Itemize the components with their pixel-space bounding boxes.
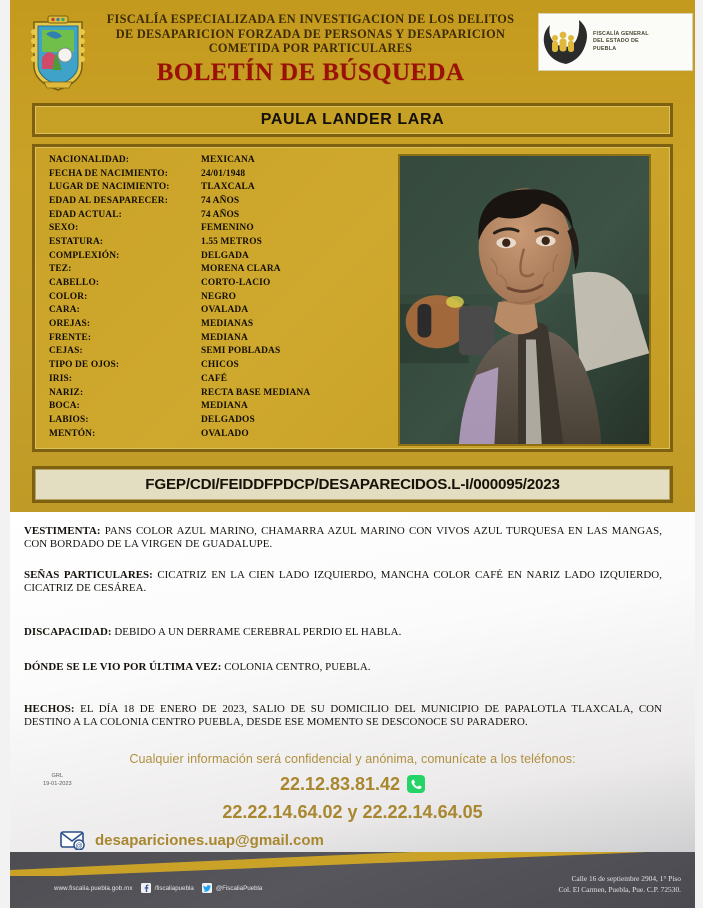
spec-row: [49, 358, 351, 372]
header-title-block: [98, 12, 523, 87]
spec-value: OVALADA: [201, 305, 249, 316]
phone-primary[interactable]: 22.12.83.81.42: [279, 774, 401, 794]
spec-row: [49, 208, 351, 222]
section-heading: VESTIMENTA:: [24, 525, 101, 537]
spec-row: [49, 249, 351, 263]
spec-label: TEZ:: [49, 264, 72, 275]
physical-description-table: [49, 153, 351, 440]
address-line-2: Col. El Carmen, Puebla, Pue. C.P. 72530.: [558, 884, 681, 894]
footer-address: [558, 874, 681, 895]
person-photo: [398, 154, 651, 446]
email-address[interactable]: desapariciones.uap@gmail.com: [95, 831, 324, 849]
twitter-handle[interactable]: @FiscaliaPuebla: [215, 884, 263, 892]
person-name-banner: [32, 103, 673, 137]
spec-label: IRIS:: [49, 373, 73, 384]
section-text: EL DÍA 18 DE ENERO DE 2023, SALIO DE SU DOMICILIO DEL MUNICIPIO DE PAPALOTLA TLAXCALA, CON DESTINO A LA COLONIA CENTRO PUEBLA, DESDE ESE MOMENTO SE DESCONOCE SU PARADERO.: [24, 703, 662, 729]
svg-text:@: @: [75, 843, 83, 850]
website-url[interactable]: www.fiscalia.puebla.gob.mx: [54, 884, 133, 892]
fiscalia-general-logo-text: [593, 31, 649, 53]
logo-line-3: PUEBLA: [593, 45, 617, 52]
fiscalia-general-eagle-emblem: [539, 16, 593, 68]
section-ultima-vez: [24, 661, 662, 674]
spec-row: [49, 345, 351, 359]
spec-value: CORTO-LACIO: [201, 278, 271, 289]
section-heading: SEÑAS PARTICULARES:: [24, 569, 153, 581]
email-row[interactable]: [60, 830, 324, 850]
gold-swoosh-decoration: [10, 852, 695, 876]
spec-label: ESTATURA:: [49, 236, 104, 247]
spec-value: MEDIANA: [201, 401, 248, 412]
section-hechos: [24, 703, 662, 730]
spec-row: [49, 304, 351, 318]
stamp-date: 19-01-2023: [43, 781, 72, 787]
spec-row: [49, 290, 351, 304]
spec-row: [49, 263, 351, 277]
whatsapp-icon[interactable]: [407, 775, 425, 793]
spec-label: FRENTE:: [49, 332, 92, 343]
spec-value: 24/01/1948: [201, 168, 246, 179]
facebook-link[interactable]: [141, 883, 194, 893]
section-heading: DÓNDE SE LE VIO POR ÚLTIMA VEZ:: [24, 661, 222, 673]
phone-primary-row: [10, 774, 695, 795]
spec-row: [49, 413, 351, 427]
header-title-line-1: FISCALÍA ESPECIALIZADA EN INVESTIGACION DE LOS DELITOS: [106, 12, 515, 26]
spec-row: [49, 399, 351, 413]
spec-row: [49, 427, 351, 441]
social-links: [54, 883, 262, 893]
case-number-box: [32, 466, 673, 503]
logo-line-1: FISCALÍA GENERAL: [593, 31, 649, 38]
spec-label: SEXO:: [49, 223, 79, 234]
spec-value: DELGADA: [201, 250, 249, 261]
spec-row: [49, 180, 351, 194]
spec-row: [49, 153, 351, 167]
section-text: DEBIDO A UN DERRAME CEREBRAL PERDIO EL HABLA.: [111, 626, 402, 638]
section-heading: DISCAPACIDAD:: [24, 626, 112, 638]
spec-label: MENTÓN:: [49, 428, 96, 439]
logo-line-2: DEL ESTADO DE: [593, 38, 639, 45]
twitter-link[interactable]: [202, 883, 263, 893]
spec-value: FEMENINO: [201, 223, 254, 234]
case-number: FGEP/CDI/FEIDDFPDCP/DESAPARECIDOS.L-I/000095/2023: [145, 476, 560, 493]
spec-label: CEJAS:: [49, 346, 83, 357]
photo-illustration: [400, 156, 649, 444]
spec-label: COMPLEXIÓN:: [49, 250, 120, 261]
phones-secondary[interactable]: 22.22.14.64.02 y 22.22.14.64.05: [222, 802, 483, 822]
spec-row: [49, 317, 351, 331]
contact-block: [10, 752, 695, 858]
spec-label: OREJAS:: [49, 319, 91, 330]
spec-label: BOCA:: [49, 401, 80, 412]
spec-label: NARIZ:: [49, 387, 84, 398]
document-header: [10, 0, 695, 100]
spec-value: CAFÉ: [201, 373, 228, 384]
spec-label: TIPO DE OJOS:: [49, 360, 120, 371]
spec-value: 74 AÑOS: [201, 195, 240, 206]
spec-row: [49, 372, 351, 386]
spec-row: [49, 194, 351, 208]
spec-value: 1.55 METROS: [201, 236, 263, 247]
header-title-line-3: COMETIDA POR PARTICULARES: [208, 41, 413, 56]
section-heading: HECHOS:: [24, 703, 75, 715]
spec-label: EDAD ACTUAL:: [49, 209, 122, 220]
facebook-icon: [141, 883, 151, 893]
spec-value: OVALADO: [201, 428, 249, 439]
spec-value: TLAXCALA: [201, 182, 255, 193]
spec-value: MEXICANA: [201, 154, 255, 165]
email-envelope-icon: [60, 830, 86, 850]
section-senas-particulares: [24, 569, 662, 596]
spec-value: CHICOS: [201, 360, 239, 371]
section-text: COLONIA CENTRO, PUEBLA.: [221, 661, 371, 673]
spec-row: [49, 235, 351, 249]
puebla-state-coat-of-arms: [28, 8, 88, 92]
spec-value: RECTA BASE MEDIANA: [201, 387, 311, 398]
spec-value: MEDIANA: [201, 332, 248, 343]
bulletin-title: BOLETÍN DE BÚSQUEDA: [156, 58, 465, 86]
confidential-note: Cualquier información será confidencial y anónima, comunícate a los teléfonos:: [129, 752, 576, 766]
person-name: PAULA LANDER LARA: [260, 111, 445, 128]
page-margin-right: [695, 0, 703, 908]
spec-label: CABELLO:: [49, 278, 100, 289]
section-text: CICATRIZ EN LA CIEN LADO IZQUIERDO, MANCHA COLOR CAFÉ EN NARIZ LADO IZQUIERDO, CICATRIZ DE CESÁREA.: [24, 569, 662, 595]
spec-label: NACIONALIDAD:: [49, 154, 130, 165]
page-margin-left: [0, 0, 10, 908]
spec-row: [49, 386, 351, 400]
spec-label: LABIOS:: [49, 414, 89, 425]
section-vestimenta: [24, 525, 662, 552]
spec-value: MEDIANAS: [201, 319, 254, 330]
facebook-handle[interactable]: /fiscaliapuebla: [154, 884, 194, 892]
address-line-1: Calle 16 de septiembre 2904, 1° Piso: [571, 874, 681, 883]
spec-label: COLOR:: [49, 291, 88, 302]
spec-label: EDAD AL DESAPARECER:: [49, 195, 168, 206]
spec-value: DELGADOS: [201, 414, 255, 425]
section-text: PANS COLOR AZUL MARINO, CHAMARRA AZUL MARINO CON VIVOS AZUL TURQUESA EN LAS MANGAS, CON BORDADO DE LA VIRGEN DE GUADALUPE.: [24, 525, 662, 551]
spec-row: [49, 221, 351, 235]
fiscalia-general-logo: [538, 13, 693, 71]
spec-value: SEMI POBLADAS: [201, 346, 281, 357]
spec-label: LUGAR DE NACIMIENTO:: [49, 182, 170, 193]
spec-label: FECHA DE NACIMIENTO:: [49, 168, 168, 179]
gold-panel: [10, 0, 695, 512]
spec-value: NEGRO: [201, 291, 237, 302]
spec-value: MORENA CLARA: [201, 264, 281, 275]
spec-label: CARA:: [49, 305, 80, 316]
section-discapacidad: [24, 626, 662, 639]
spec-value: 74 AÑOS: [201, 209, 240, 220]
header-title-line-2: DE DESAPARICION FORZADA DE PERSONAS Y DESAPARICION: [115, 26, 506, 41]
twitter-icon: [202, 883, 212, 893]
spec-row: [49, 167, 351, 181]
person-details-box: [32, 144, 673, 452]
page-footer: [10, 852, 695, 908]
stamp-code: GRL: [51, 773, 64, 779]
spec-row: [49, 276, 351, 290]
spec-row: [49, 331, 351, 345]
